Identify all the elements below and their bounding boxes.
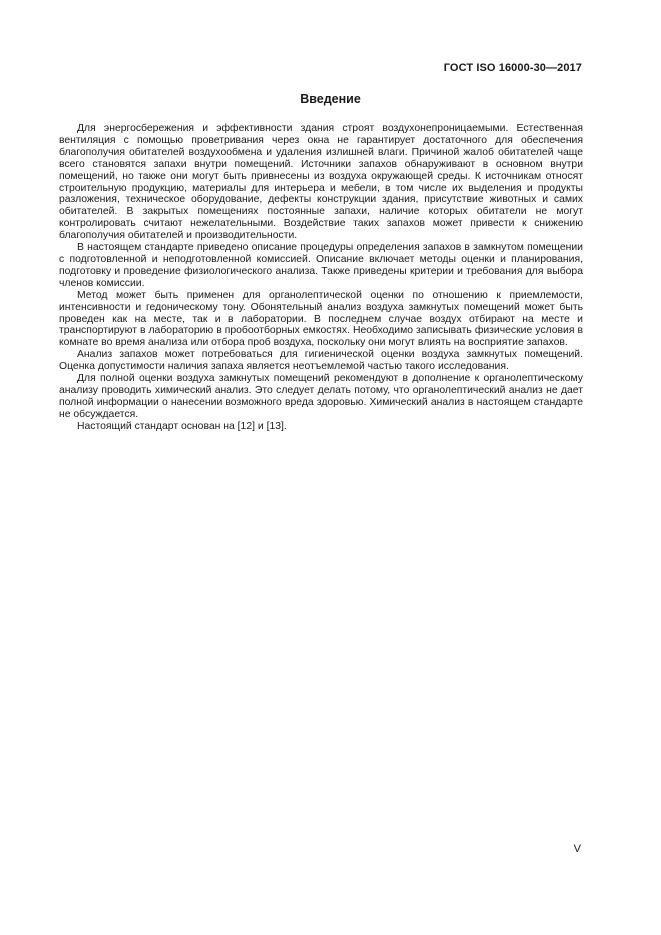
- paragraph-2: В настоящем стандарте приведено описание процедуры определения запахов в замкнутом помещении с подготовленной и неподготовленной комиссией. Описание включает методы оценки и планирования, подготовку и проведение физиологического анализа. Также приведены критерии и требования для выбора членов комиссии.: [59, 242, 583, 289]
- paragraph-5: Для полной оценки воздуха замкнутых помещений рекомендуют в дополнение к органолептическому анализу проводить химический анализ. Это следует делать потому, что органолептический анализ не дает полной информации о нанесении возможного вреда здоровью. Химический анализ в настоящем стандарте не обсуждается.: [59, 373, 583, 420]
- page-number: V: [573, 843, 581, 855]
- paragraph-3: Метод может быть применен для органолептической оценки по отношению к приемлемости, интенсивности и гедоническому тону. Обонятельный анализ воздуха замкнутых помещений может быть проведен как на месте, так и в лаборатории. В последнем случае воздух отбирают на месте и транспортируют в лабораторию в пробоотборных емкостях. Необходимо записывать физические условия в комнате во время анализа или отбора проб воздуха, поскольку они могут влиять на восприятие запахов.: [59, 289, 583, 349]
- paragraph-1: Для энергосбережения и эффективности здания строят воздухонепроницаемыми. Естественная вентиляция с помощью проветривания через окна не гарантирует достаточного для обеспечения благополучия обитателей воздухообмена и удаления излишней влаги. Причиной жалоб обитателей чаще всего становятся запахи внутри помещений. Источники запахов обнаруживают в основном внутри помещений, но также они могут быть привнесены из воздуха окружающей среды. К источникам относят строительную продукцию, материалы для интерьера и мебели, в том числе их выделения и продукты разложения, техническое оборудование, дефекты конструкции здания, присутствие животных и самих обитателей. В закрытых помещениях постоянные запахи, наличие которых обитатели не могут контролировать считают нежелательными. Воздействие таких запахов может привести к снижению благополучия обитателей и производительности.: [59, 123, 583, 242]
- body-text: [59, 123, 583, 433]
- paragraph-6: Настоящий стандарт основан на [12] и [13].: [77, 420, 287, 432]
- paragraph-4: Анализ запахов может потребоваться для гигиенической оценки воздуха замкнутых помещений. Оценка допустимости наличия запаха является неотъемлемой частью такого исследования.: [59, 349, 583, 373]
- section-title: Введение: [300, 92, 361, 106]
- standard-code: ГОСТ ISO 16000-30—2017: [443, 62, 582, 74]
